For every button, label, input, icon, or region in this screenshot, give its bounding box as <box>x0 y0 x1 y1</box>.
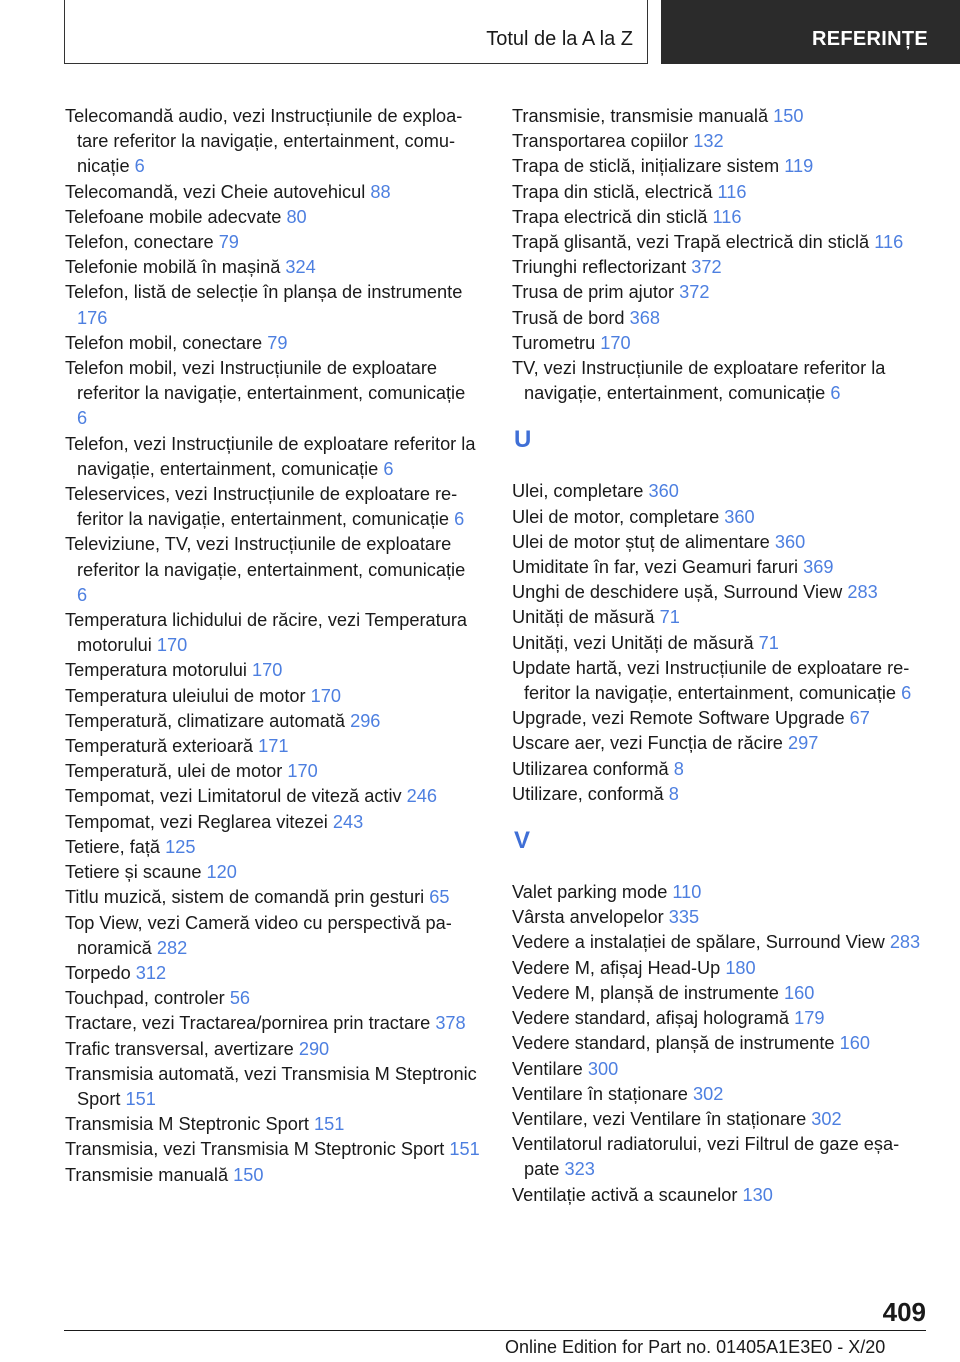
header-title: Totul de la A la Z <box>486 28 633 50</box>
index-entry <box>65 709 480 734</box>
index-entry-page-link[interactable]: 297 <box>787 733 819 754</box>
index-entry-page-link[interactable]: 150 <box>233 1164 264 1185</box>
index-entry-page-link[interactable]: 170 <box>600 332 631 353</box>
index-entry-text: TV, vezi Instrucțiunile de exploatare referitor la navigație, entertainment, comunicație <box>512 358 886 404</box>
index-entry-page-link[interactable]: 110 <box>672 882 702 903</box>
index-entry-text: Unități de măsură <box>512 607 655 628</box>
index-entry-text: Tempomat, vezi Reglarea vitezei <box>65 811 328 832</box>
index-entry-text: Telefoane mobile adecvate <box>65 206 282 227</box>
index-entry-page-link[interactable]: 312 <box>135 962 167 983</box>
index-entry-text: Upgrade, vezi Remote Software Upgrade <box>512 708 845 729</box>
index-entry <box>65 684 480 709</box>
index-entry-text: Ventilare, vezi Ventilare în staționare <box>512 1108 807 1129</box>
index-entry <box>512 505 927 530</box>
index-entry <box>65 885 480 910</box>
index-entry <box>65 911 480 961</box>
index-entry <box>512 631 927 656</box>
index-entry <box>512 356 927 406</box>
index-entry-text: Vedere M, planșă de instrumente <box>512 982 779 1003</box>
index-column-left <box>65 104 480 1188</box>
index-entry-text: Ventilare <box>512 1058 583 1079</box>
index-entry <box>512 706 927 731</box>
index-entry-page-link[interactable]: 6 <box>830 383 841 404</box>
index-entry-text: Vedere a instalației de spălare, Surround View <box>512 932 885 953</box>
index-entry <box>512 104 927 129</box>
index-entry-page-link[interactable]: 290 <box>298 1038 330 1059</box>
index-entry-page-link[interactable]: 283 <box>889 932 921 953</box>
index-entry <box>65 331 480 356</box>
index-entry-text: Telefon, vezi Instrucțiunile de exploatare referitor la navigație, entertainment, comunicație <box>65 433 476 479</box>
index-entry-page-link[interactable]: 360 <box>648 481 679 502</box>
index-group-u <box>512 479 927 807</box>
index-entry-page-link[interactable]: 80 <box>286 206 307 227</box>
index-entry-page-link[interactable]: 150 <box>773 106 804 126</box>
index-entry <box>65 104 480 180</box>
index-entry <box>65 482 480 532</box>
index-entry-text: Temperatura uleiului de motor <box>65 685 306 706</box>
index-entry <box>512 905 927 930</box>
index-entry-text: Temperatura motorului <box>65 660 247 681</box>
index-entry <box>65 608 480 658</box>
index-entry-page-link[interactable]: 369 <box>803 557 834 578</box>
index-entry-text: Temperatură exterioară <box>65 736 254 757</box>
index-entry-page-link[interactable]: 302 <box>693 1083 724 1104</box>
index-entry-page-link[interactable]: 67 <box>849 708 870 729</box>
index-entry <box>512 230 927 255</box>
index-entry-text: Transportarea copiilor <box>512 131 689 152</box>
index-entry-text: Tetiere, față <box>65 836 161 857</box>
index-entry-page-link[interactable]: 170 <box>156 635 188 656</box>
index-entry-page-link[interactable]: 170 <box>310 685 342 706</box>
index-entry-page-link[interactable]: 79 <box>218 232 239 253</box>
index-entry <box>512 731 927 756</box>
index-entry-text: Triunghi reflectorizant <box>512 257 687 278</box>
page-number: 409 <box>882 1297 926 1327</box>
index-entry-page-link[interactable]: 119 <box>784 156 814 177</box>
index-entry <box>65 1062 480 1112</box>
index-entry-text: Ulei de motor ștuț de alimentare <box>512 531 770 552</box>
index-entry-text: Telecomandă, vezi Cheie autovehicul <box>65 181 366 202</box>
index-entry <box>512 1057 927 1082</box>
index-entry-page-link[interactable]: 302 <box>811 1108 842 1129</box>
index-entry-text: Vedere M, afișaj Head-Up <box>512 957 721 978</box>
index-entry <box>512 956 927 981</box>
index-entry <box>512 1006 927 1031</box>
index-entry <box>65 1112 480 1137</box>
index-entry-text: Touchpad, controler <box>65 988 225 1009</box>
index-entry-page-link[interactable]: 180 <box>725 957 756 978</box>
index-entry-page-link[interactable]: 8 <box>668 783 679 804</box>
index-entry <box>65 810 480 835</box>
index-entry-text: Trapa din sticlă, electrică <box>512 181 713 202</box>
index-entry-text: Uscare aer, vezi Funcția de răcire <box>512 733 783 754</box>
index-entry-text: Tractare, vezi Tractarea/pornirea prin tractare <box>65 1013 431 1034</box>
index-entry <box>512 880 927 905</box>
index-entry <box>512 306 927 331</box>
index-entry-text: Temperatura lichidului de răcire, vezi Temperatura motorului <box>65 610 467 656</box>
index-entry-page-link[interactable]: 171 <box>258 736 289 757</box>
index-entry-page-link[interactable]: 282 <box>156 937 188 958</box>
index-entry-page-link[interactable]: 372 <box>691 257 722 278</box>
index-entry <box>512 154 927 179</box>
index-entry-page-link[interactable]: 116 <box>712 206 742 227</box>
index-entry-text: Utilizarea conformă <box>512 758 669 779</box>
index-entry-page-link[interactable]: 6 <box>77 408 88 429</box>
index-entry-page-link[interactable]: 372 <box>679 282 710 303</box>
index-entry <box>65 835 480 860</box>
index-entry-page-link[interactable]: 132 <box>693 131 724 152</box>
index-entry-page-link[interactable]: 296 <box>350 710 381 731</box>
index-entry-text: Trapa electrică din sticlă <box>512 206 708 227</box>
index-entry-text: Trafic transversal, avertizare <box>65 1038 294 1059</box>
index-letter-v: V <box>514 827 531 855</box>
index-entry-text: Transmisia, vezi Transmisia M Steptronic Sport <box>65 1139 445 1160</box>
index-entry-page-link[interactable]: 6 <box>383 458 394 479</box>
index-entry-text: Vârsta anvelopelor <box>512 907 664 928</box>
index-entry <box>512 255 927 280</box>
index-entry <box>512 129 927 154</box>
index-entry-text: Trusa de prim ajutor <box>512 282 675 303</box>
index-entry-text: Telefon, listă de selecție în planșa de instrumente <box>65 282 463 303</box>
index-entry-page-link[interactable]: 360 <box>774 531 806 552</box>
index-entry <box>65 986 480 1011</box>
index-entry-page-link[interactable]: 71 <box>758 632 779 653</box>
index-entry-text: Telecomandă audio, vezi Instrucțiunile de exploatare referitor la navigație, entertainment, comunicație <box>65 106 463 177</box>
index-entry-page-link[interactable]: 179 <box>794 1008 825 1029</box>
index-entry-page-link[interactable]: 125 <box>165 836 196 857</box>
index-entry-page-link[interactable]: 151 <box>314 1114 345 1135</box>
index-entry <box>512 555 927 580</box>
index-entry <box>512 580 927 605</box>
index-entry-page-link[interactable]: 323 <box>564 1159 595 1180</box>
index-entry <box>65 1037 480 1062</box>
index-entry-text: Transmisie manuală <box>65 1164 229 1185</box>
index-entry <box>65 255 480 280</box>
index-entry <box>512 930 927 955</box>
index-entry <box>65 860 480 885</box>
index-entry <box>65 1163 480 1188</box>
index-entry-text: Vedere standard, planșă de instrumente <box>512 1033 835 1054</box>
index-entry <box>65 230 480 255</box>
index-entry-page-link[interactable]: 378 <box>435 1013 466 1034</box>
index-entry-page-link[interactable]: 116 <box>717 181 747 202</box>
index-entry <box>512 331 927 356</box>
index-entry-page-link[interactable]: 170 <box>287 761 318 782</box>
index-entry-page-link[interactable]: 324 <box>285 257 316 278</box>
index-entry <box>65 1137 480 1162</box>
index-entry-text: Trusă de bord <box>512 307 625 328</box>
index-entry <box>512 1132 927 1182</box>
index-entry-text: Titlu muzică, sistem de comandă prin gesturi <box>65 887 425 908</box>
index-entry-text: Top View, vezi Cameră video cu perspectivă panoramică <box>65 912 452 958</box>
footer-divider <box>64 1330 926 1331</box>
index-entry-page-link[interactable]: 6 <box>901 683 912 704</box>
index-group-v <box>512 880 927 1208</box>
index-entry-text: Temperatură, ulei de motor <box>65 761 283 782</box>
index-entry-page-link[interactable]: 176 <box>77 307 108 328</box>
index-entry-text: Ventilație activă a scaunelor <box>512 1184 738 1205</box>
index-entry-page-link[interactable]: 368 <box>629 307 660 328</box>
header-title-box <box>64 0 648 64</box>
index-entry-text: Utilizare, conformă <box>512 783 664 804</box>
index-entry-page-link[interactable]: 71 <box>659 607 680 628</box>
header-section-tab <box>661 0 960 64</box>
index-entry-text: Teleservices, vezi Instrucțiunile de exploatare referitor la navigație, entertainment, comunicație <box>65 484 458 530</box>
index-entry <box>512 656 927 706</box>
index-entry <box>65 734 480 759</box>
header-section-label: REFERINȚE <box>811 28 928 50</box>
index-entry <box>65 532 480 608</box>
index-entry <box>65 961 480 986</box>
index-entry <box>512 1107 927 1132</box>
index-entry-text: Umiditate în far, vezi Geamuri faruri <box>512 557 799 578</box>
index-entry-page-link[interactable]: 335 <box>668 907 700 928</box>
index-entry-page-link[interactable]: 300 <box>587 1058 619 1079</box>
index-entry-page-link[interactable]: 170 <box>252 660 283 681</box>
index-entry <box>65 180 480 205</box>
index-entry-text: Valet parking mode <box>512 882 668 903</box>
index-entry-page-link[interactable]: 243 <box>332 811 364 832</box>
index-entry-page-link[interactable]: 120 <box>206 862 237 883</box>
index-entry-page-link[interactable]: 116 <box>874 232 904 253</box>
index-entry-text: Transmisia automată, vezi Transmisia M Steptronic Sport <box>65 1063 477 1109</box>
index-entry <box>65 356 480 432</box>
index-entry-page-link[interactable]: 65 <box>429 887 450 908</box>
index-entry-text: Tempomat, vezi Limitatorul de viteză activ <box>65 786 402 807</box>
index-entry-text: Ulei, completare <box>512 481 644 502</box>
index-entry-text: Unități, vezi Unități de măsură <box>512 632 754 653</box>
index-entry <box>512 1082 927 1107</box>
index-entry-page-link[interactable]: 246 <box>406 786 438 807</box>
index-entry-text: Telefonie mobilă în mașină <box>65 257 281 278</box>
index-entry <box>512 757 927 782</box>
index-entry <box>512 1031 927 1056</box>
index-entry-text: Telefon mobil, vezi Instrucțiunile de exploatare referitor la navigație, entertainment, comunicație <box>65 358 466 404</box>
index-entry <box>512 530 927 555</box>
index-entry-text: Ventilare în staționare <box>512 1083 688 1104</box>
index-entry-text: Telefon mobil, conectare <box>65 332 263 353</box>
index-entry-text: Ulei de motor, completare <box>512 506 720 527</box>
index-entry <box>512 1183 927 1208</box>
index-entry <box>512 605 927 630</box>
index-entry-page-link[interactable]: 360 <box>724 506 755 527</box>
index-entry-page-link[interactable]: 6 <box>77 584 88 605</box>
index-letter-u: U <box>514 426 532 454</box>
index-entry-text: Trapa de sticlă, inițializare sistem <box>512 156 780 177</box>
index-entry-page-link[interactable]: 151 <box>449 1139 480 1160</box>
index-group-t <box>512 104 927 406</box>
index-entry <box>65 784 480 809</box>
index-entry <box>512 782 927 807</box>
index-entry-page-link[interactable]: 160 <box>783 982 815 1003</box>
index-entry <box>512 479 927 504</box>
index-entry-text: Torpedo <box>65 962 131 983</box>
index-entry-page-link[interactable]: 56 <box>229 988 251 1009</box>
index-entry-page-link[interactable]: 79 <box>267 332 288 353</box>
index-entry-page-link[interactable]: 88 <box>370 181 391 202</box>
index-entry-text: Turometru <box>512 332 596 353</box>
index-entry <box>512 981 927 1006</box>
index-entry-page-link[interactable]: 130 <box>742 1184 773 1205</box>
index-entry-page-link[interactable]: 8 <box>673 758 684 779</box>
index-entry <box>65 280 480 330</box>
index-entry-page-link[interactable]: 283 <box>847 582 878 603</box>
index-entry-text: Transmisie, transmisie manuală <box>512 106 769 126</box>
index-entry-text: Trapă glisantă, vezi Trapă electrică din sticlă <box>512 232 870 253</box>
index-entry-page-link[interactable]: 151 <box>125 1088 156 1109</box>
index-entry <box>65 658 480 683</box>
index-entry-text: Transmisia M Steptronic Sport <box>65 1114 309 1135</box>
index-entry <box>65 1011 480 1036</box>
index-entry <box>65 205 480 230</box>
footer-edition-text: Online Edition for Part no. 01405A1E3E0 - X/20 <box>505 1337 886 1357</box>
index-entry-text: Vedere standard, afișaj hologramă <box>512 1008 790 1029</box>
index-entry-text: Unghi de deschidere ușă, Surround View <box>512 582 843 603</box>
index-entry <box>65 432 480 482</box>
index-entry <box>512 180 927 205</box>
index-entry-text: Update hartă, vezi Instrucțiunile de exploatare referitor la navigație, entertainment, comunicație <box>512 657 910 704</box>
index-column-right <box>512 104 927 1208</box>
index-entry-text: Telefon, conectare <box>65 232 214 253</box>
index-entry-page-link[interactable]: 160 <box>839 1033 870 1054</box>
index-entry <box>512 280 927 305</box>
index-entry-text: Temperatură, climatizare automată <box>65 710 346 731</box>
index-entry-text: Tetiere și scaune <box>65 862 202 883</box>
index-entry <box>65 759 480 784</box>
index-entry-text: Ventilatorul radiatorului, vezi Filtrul de gaze eșapate <box>512 1134 900 1180</box>
index-entry-text: Televiziune, TV, vezi Instrucțiunile de exploatare referitor la navigație, entertainment, comunicație <box>65 534 466 580</box>
index-entry-page-link[interactable]: 6 <box>134 156 145 177</box>
index-entry <box>512 205 927 230</box>
index-entry-page-link[interactable]: 6 <box>454 509 465 530</box>
